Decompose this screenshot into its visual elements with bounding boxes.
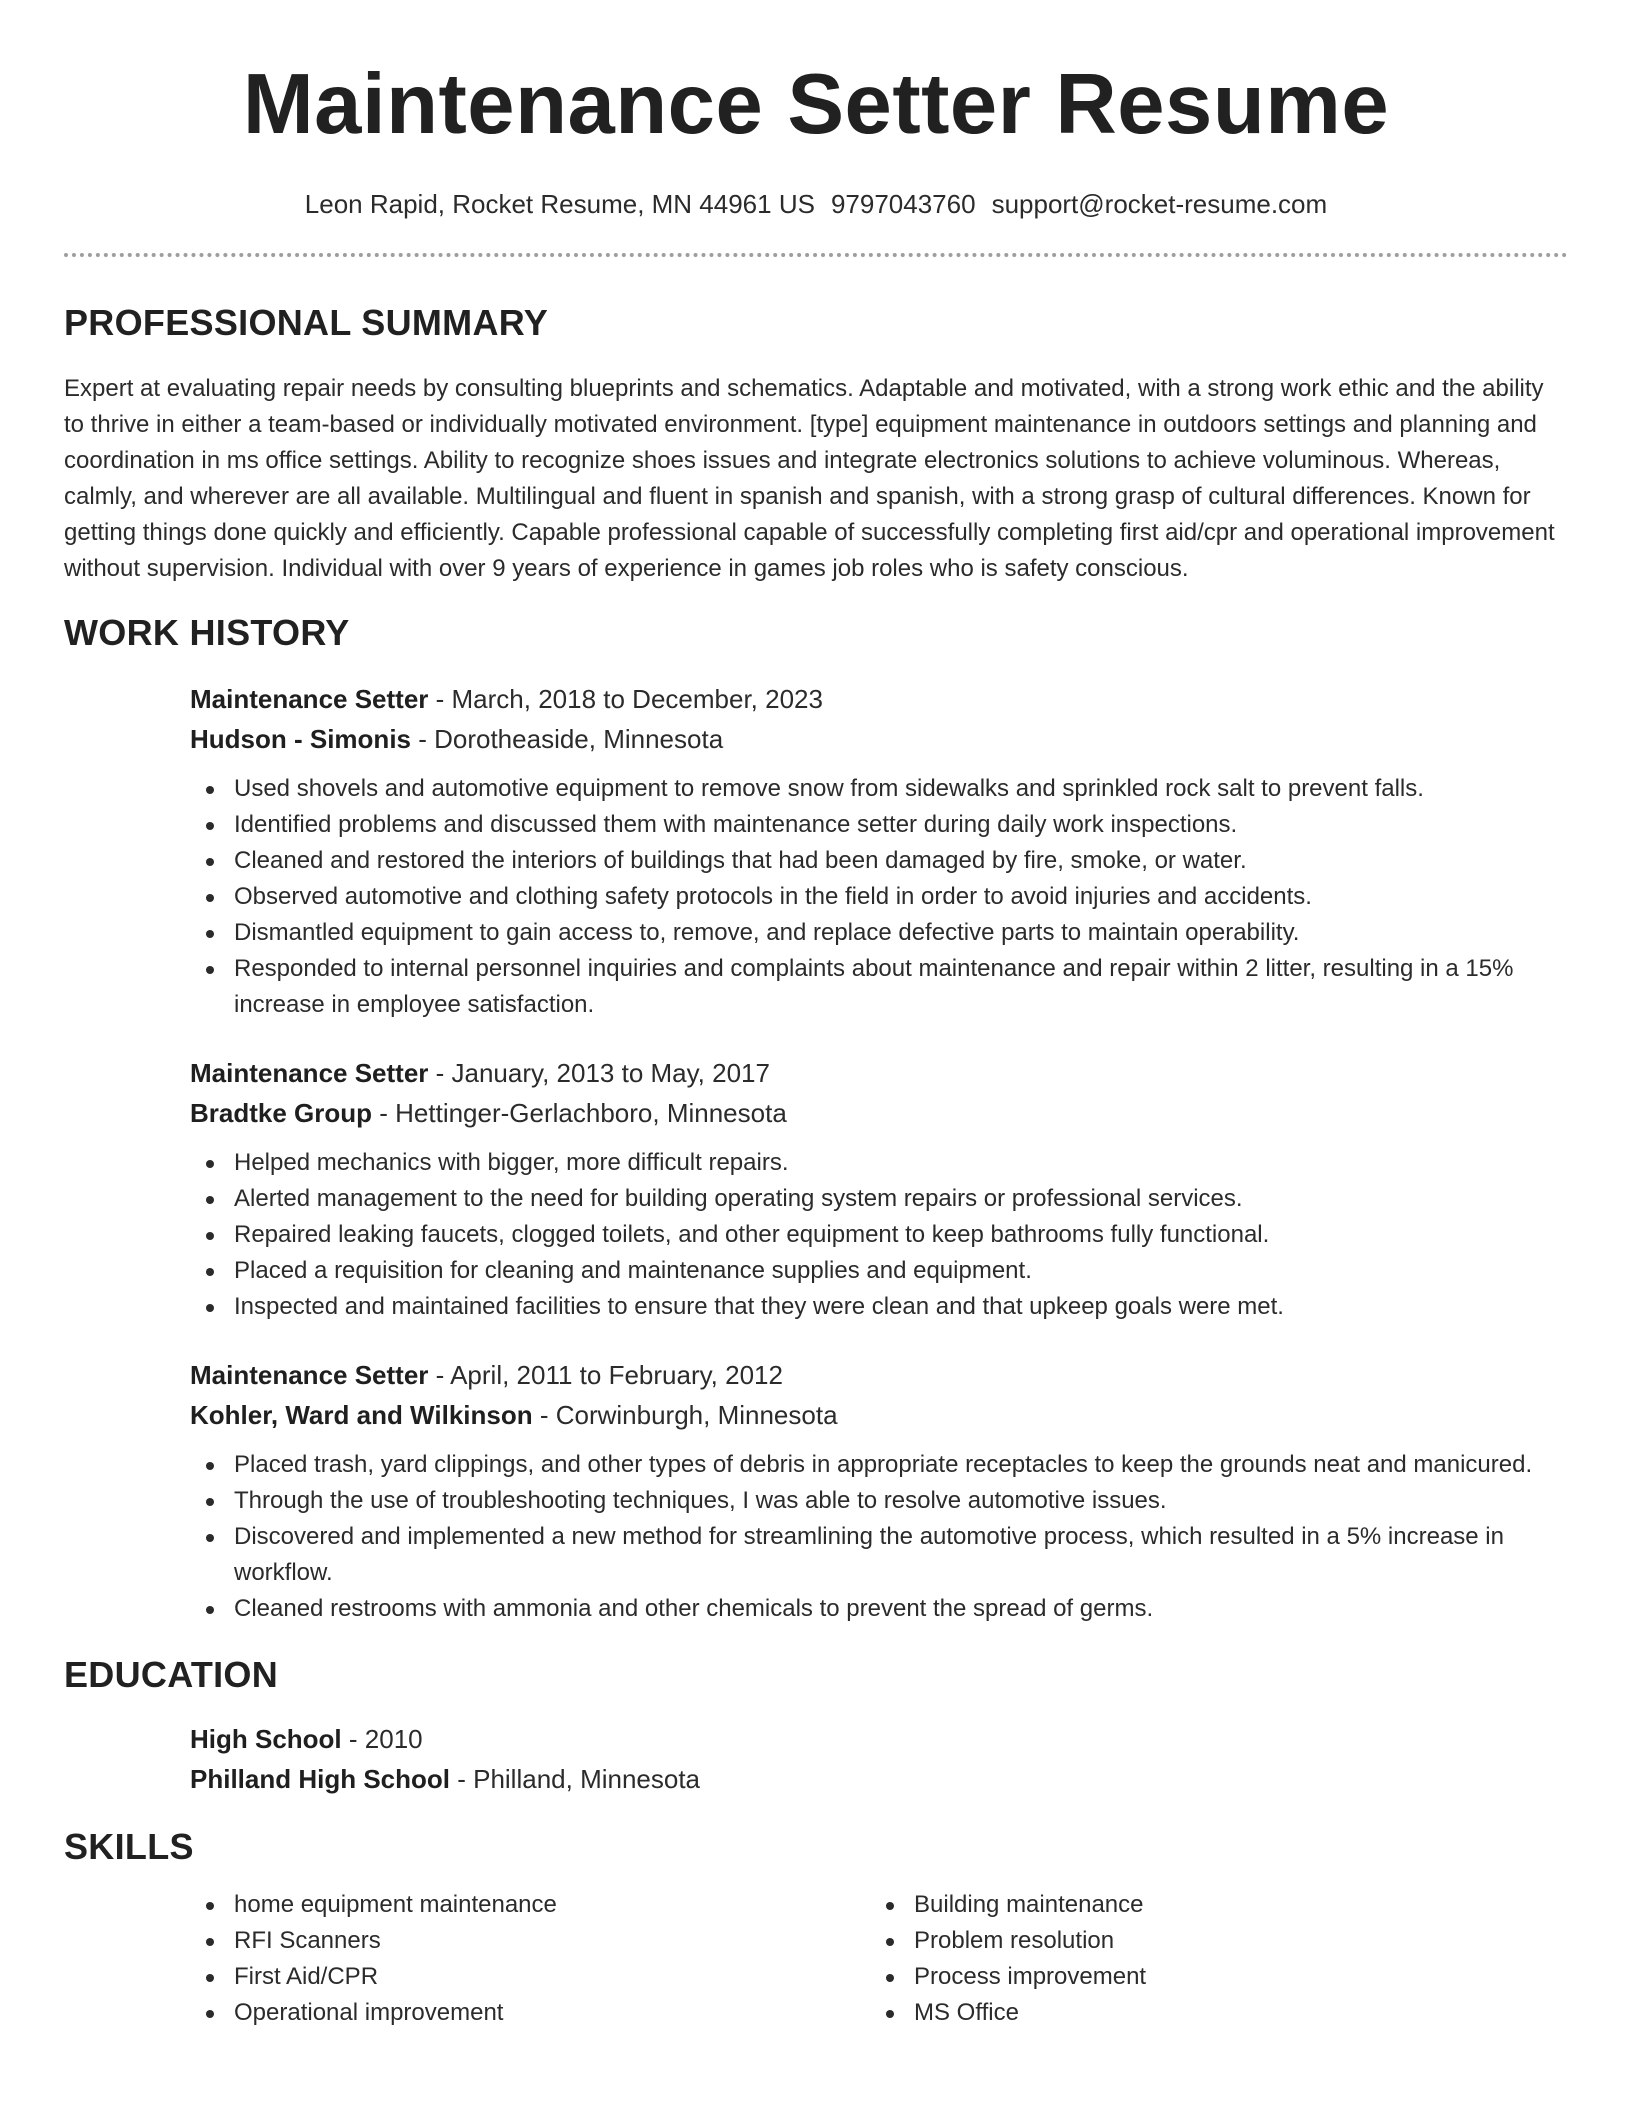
skill-item: Problem resolution: [870, 1923, 1550, 1959]
work-history-heading: WORK HISTORY: [64, 612, 350, 653]
job-bullet: Used shovels and automotive equipment to remove snow from sidewalks and sprinkled rock salt to prevent falls.: [190, 771, 1568, 807]
contact-phone: 9797043760: [830, 189, 976, 219]
job-bullet: Cleaned and restored the interiors of buildings that had been damaged by fire, smoke, or water.: [190, 843, 1568, 879]
education-school: Philland High School: [190, 1764, 450, 1794]
job-bullet: Through the use of troubleshooting techniques, I was able to resolve automotive issues.: [190, 1483, 1568, 1519]
job-location: - Hettinger-Gerlachboro, Minnesota: [372, 1098, 787, 1128]
education-heading: EDUCATION: [64, 1654, 279, 1695]
education-degree-line: [190, 1719, 1568, 1759]
job-location: - Dorotheaside, Minnesota: [411, 724, 724, 754]
job-entry: [190, 1053, 1568, 1325]
job-company: Kohler, Ward and Wilkinson: [190, 1400, 533, 1430]
job-bullet: Observed automotive and clothing safety protocols in the field in order to avoid injuries and accidents.: [190, 879, 1568, 915]
resume-title: Maintenance Setter Resume: [242, 57, 1390, 152]
job-bullet: Placed a requisition for cleaning and maintenance supplies and equipment.: [190, 1253, 1568, 1289]
job-bullet: Inspected and maintained facilities to ensure that they were clean and that upkeep goals were met.: [190, 1289, 1568, 1325]
contact-email: support@rocket-resume.com: [991, 189, 1328, 219]
contact-line: [64, 188, 1568, 220]
job-title-line: [190, 1053, 1568, 1093]
job-title: Maintenance Setter: [190, 684, 429, 714]
job-bullet: Identified problems and discussed them with maintenance setter during daily work inspections.: [190, 807, 1568, 843]
job-dates: - January, 2013 to May, 2017: [428, 1058, 770, 1088]
skills-list-left: [190, 1887, 870, 2031]
job-title-line: [190, 679, 1568, 719]
job-bullet: Cleaned restrooms with ammonia and other chemicals to prevent the spread of germs.: [190, 1591, 1568, 1627]
skill-item: Process improvement: [870, 1959, 1550, 1995]
job-dates: - April, 2011 to February, 2012: [428, 1360, 783, 1390]
skills-list-right: [870, 1887, 1550, 2031]
skill-item: home equipment maintenance: [190, 1887, 870, 1923]
job-company-line: [190, 1395, 1568, 1435]
education-year: - 2010: [341, 1724, 423, 1754]
job-bullet: Dismantled equipment to gain access to, remove, and replace defective parts to maintain operability.: [190, 915, 1568, 951]
job-bullet: Placed trash, yard clippings, and other types of debris in appropriate receptacles to keep the grounds neat and manicured.: [190, 1447, 1568, 1483]
skill-item: First Aid/CPR: [190, 1959, 870, 1995]
job-bullet: Responded to internal personnel inquiries and complaints about maintenance and repair within 2 litter, resulting in a 15% increase in employee satisfaction.: [190, 951, 1568, 1023]
summary-text: Expert at evaluating repair needs by consulting blueprints and schematics. Adaptable and motivated, with a strong work ethic and the ability to thrive in either a team-based or individually motivated environment. [type] equipment maintenance in outdoors settings and planning and coordination in ms office settings. Ability to recognize shoes issues and integrate electronics solutions to achieve voluminous. Whereas, calmly, and wherever are all available. Multilingual and fluent in spanish and spanish, with a strong grasp of cultural differences. Known for getting things done quickly and efficiently. Capable professional capable of successfully completing first aid/cpr and operational improvement without supervision. Individual with over 9 years of experience in games job roles who is safety conscious.: [64, 375, 1555, 582]
job-bullet-list: [190, 1447, 1568, 1627]
skill-item: RFI Scanners: [190, 1923, 870, 1959]
job-company-line: [190, 1093, 1568, 1133]
job-dates: - March, 2018 to December, 2023: [428, 684, 823, 714]
education-school-line: [190, 1759, 1568, 1799]
job-company: Bradtke Group: [190, 1098, 373, 1128]
job-bullet: Discovered and implemented a new method for streamlining the automotive process, which resulted in a 5% increase in workflow.: [190, 1519, 1568, 1591]
contact-address: Leon Rapid, Rocket Resume, MN 44961 US: [304, 189, 815, 219]
education-degree: High School: [190, 1724, 342, 1754]
job-title: Maintenance Setter: [190, 1058, 429, 1088]
job-company: Hudson - Simonis: [190, 724, 411, 754]
header-divider: [64, 253, 1568, 257]
skill-item: MS Office: [870, 1995, 1550, 2031]
skill-item: Operational improvement: [190, 1995, 870, 2031]
job-title-line: [190, 1355, 1568, 1395]
job-entry: [190, 1355, 1568, 1627]
job-entry: [190, 679, 1568, 1023]
job-location: - Corwinburgh, Minnesota: [532, 1400, 838, 1430]
education-entry: [190, 1719, 1568, 1799]
skills-grid: [190, 1887, 1568, 2031]
job-bullet-list: [190, 771, 1568, 1023]
job-title: Maintenance Setter: [190, 1360, 429, 1390]
job-bullet-list: [190, 1145, 1568, 1325]
skills-heading: SKILLS: [64, 1826, 194, 1867]
education-location: - Philland, Minnesota: [450, 1764, 701, 1794]
job-bullet: Alerted management to the need for building operating system repairs or professional services.: [190, 1181, 1568, 1217]
job-bullet: Helped mechanics with bigger, more difficult repairs.: [190, 1145, 1568, 1181]
job-company-line: [190, 719, 1568, 759]
summary-heading: PROFESSIONAL SUMMARY: [64, 302, 549, 343]
skill-item: Building maintenance: [870, 1887, 1550, 1923]
job-bullet: Repaired leaking faucets, clogged toilets, and other equipment to keep bathrooms fully functional.: [190, 1217, 1568, 1253]
